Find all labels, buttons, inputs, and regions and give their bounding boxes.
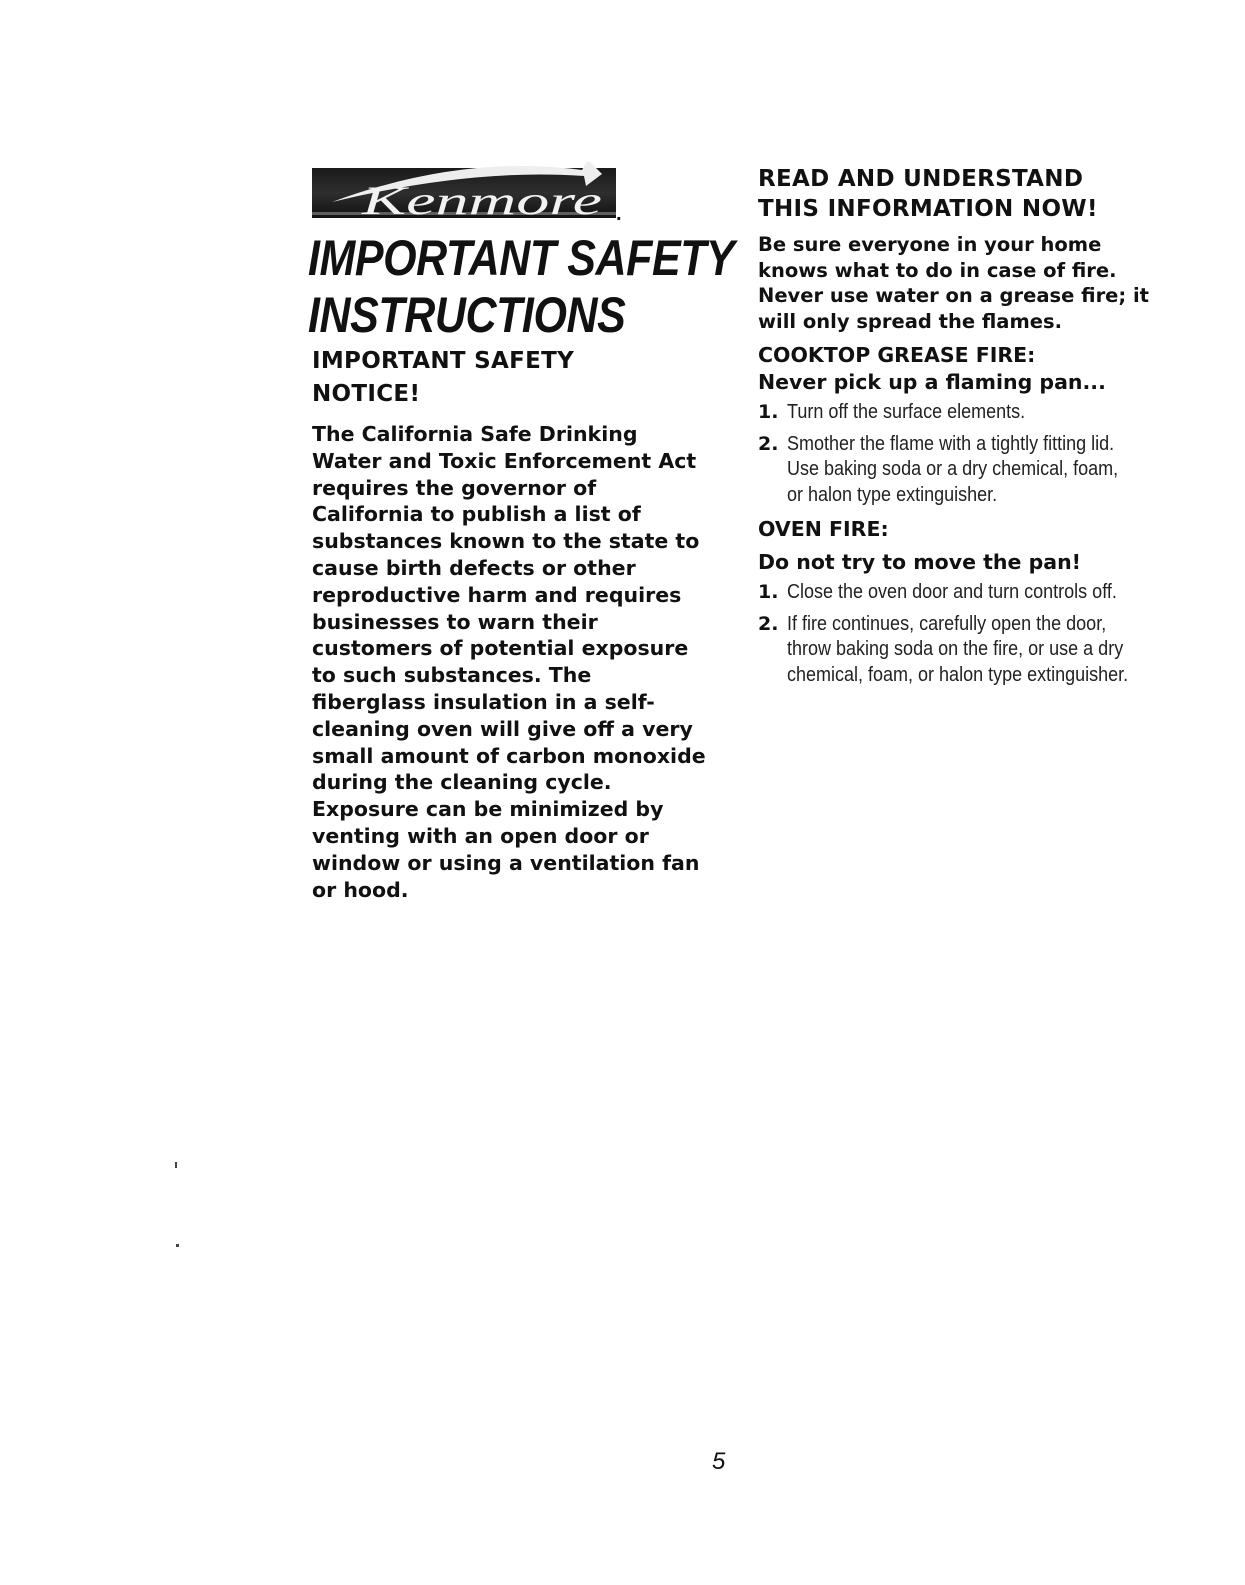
kenmore-logo-graphic bbox=[312, 162, 624, 224]
read-understand-heading: READ AND UNDERSTAND THIS INFORMATION NOW! bbox=[758, 166, 1098, 222]
step-text: Turn off the surface elements. bbox=[787, 401, 1026, 423]
step-number: 1. bbox=[758, 581, 779, 603]
list-item bbox=[758, 612, 1178, 689]
notice-heading: IMPORTANT SAFETY NOTICE! bbox=[312, 348, 575, 407]
cooktop-heading: COOKTOP GREASE FIRE: bbox=[758, 343, 1036, 367]
left-column bbox=[312, 345, 732, 903]
oven-subheading: Do not try to move the pan! bbox=[758, 550, 1082, 574]
oven-heading: OVEN FIRE: bbox=[758, 517, 889, 541]
fire-intro-text: Be sure everyone in your home knows what to do in case of fire. Never use water on a grease fire; it will only spread the flames. bbox=[758, 233, 1149, 333]
step-number: 1. bbox=[758, 401, 779, 423]
svg-text:.: . bbox=[616, 203, 622, 224]
kenmore-logo bbox=[312, 162, 624, 224]
step-text: Close the oven door and turn controls off. bbox=[787, 581, 1117, 603]
scan-speck bbox=[175, 1162, 177, 1168]
page-number: 5 bbox=[712, 1448, 726, 1475]
cooktop-steps bbox=[758, 400, 1178, 508]
list-item bbox=[758, 400, 1178, 426]
title-line-1: IMPORTANT SAFETY bbox=[308, 230, 735, 286]
step-number: 2. bbox=[758, 432, 779, 455]
notice-body: The California Safe Drinking Water and Toxic Enforcement Act requires the governor of California to publish a list of substances known to the state to cause birth defects or other reproductive harm and requires businesses to warn their customers of potential exposure to such substances. The fiberglass insulation in a self-cleaning oven will give off a very small amount of carbon monoxide during the cleaning cycle. Exposure can be minimized by venting with an open door or window or using a ventilation fan or hood. bbox=[312, 422, 706, 902]
cooktop-subheading: Never pick up a flaming pan... bbox=[758, 370, 1106, 394]
step-text: If fire continues, carefully open the door, throw baking soda on the fire, or use a dry chemical, foam, or halon type extinguisher. bbox=[787, 612, 1129, 686]
oven-section bbox=[758, 516, 1178, 688]
list-item bbox=[758, 432, 1178, 509]
step-number: 2. bbox=[758, 612, 779, 635]
logo-wordmark: Kenmore bbox=[360, 178, 602, 223]
title-line-2: INSTRUCTIONS bbox=[308, 287, 626, 343]
list-item bbox=[758, 580, 1178, 606]
step-text: Smother the flame with a tightly fitting lid. Use baking soda or a dry chemical, foam, or halon type extinguisher. bbox=[787, 432, 1119, 506]
cooktop-section bbox=[758, 342, 1178, 508]
page-title bbox=[308, 230, 735, 344]
oven-steps bbox=[758, 580, 1178, 688]
right-column bbox=[758, 164, 1178, 696]
scan-speck bbox=[176, 1244, 179, 1247]
